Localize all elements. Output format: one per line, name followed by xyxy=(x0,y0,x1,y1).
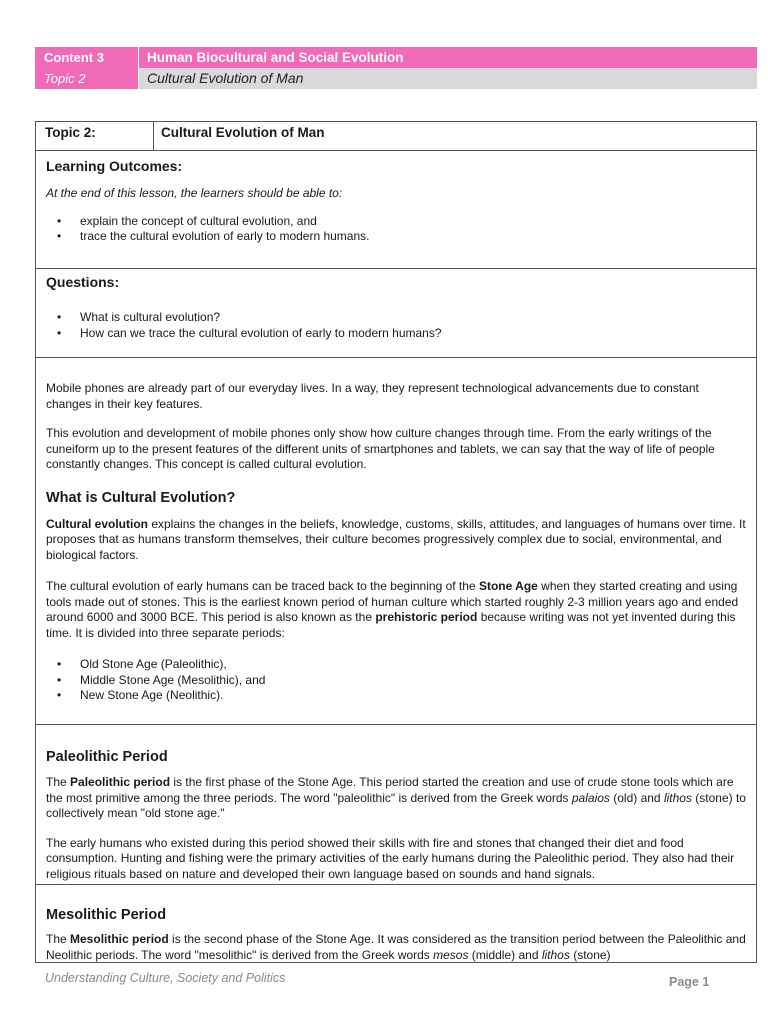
footer-page-number: Page 1 xyxy=(669,975,710,989)
paleolithic-heading: Paleolithic Period xyxy=(46,749,168,765)
mesolithic-paragraph-1: The Mesolithic period is the second phase of the Stone Age. It was considered as the transition period between the Paleolithic and Neolithic periods. The word "mesolithic" is derived from the Greek words mesos (middle) and lithos (stone) xyxy=(46,932,746,962)
list-item: • New Stone Age (Neolithic). xyxy=(80,688,746,704)
content-label: Content 3 xyxy=(44,50,104,65)
learning-outcomes-section xyxy=(35,151,757,269)
topic-title: Cultural Evolution of Man xyxy=(138,68,757,89)
cultural-evolution-section xyxy=(35,358,757,725)
learning-outcomes-list xyxy=(46,214,746,245)
paleolithic-section xyxy=(35,725,757,885)
paleolithic-paragraph-1: The Paleolithic period is the first phase of the Stone Age. This period started the creation and use of crude stone tools which are the most primitive among the three periods. The word "paleolithic" is derived from the Greek words palaios (old) and lithos (stone) to collectively mean "old stone age." xyxy=(46,775,746,820)
term-cultural-evolution: Cultural evolution xyxy=(46,516,148,531)
questions-section xyxy=(35,269,757,358)
list-item: • Old Stone Age (Paleolithic), xyxy=(80,657,746,673)
list-item: • trace the cultural evolution of early to modern humans. xyxy=(80,229,746,245)
paleolithic-paragraph-2: The early humans who existed during this period showed their skills with fire and stones that changed their diet and food consumption. Hunting and fishing were the primary activities of the early humans during the Paleolithic period. They also had their religious rituals based on nature and developed their own language based on sounds and hand signals. xyxy=(46,835,735,881)
list-item: • Middle Stone Age (Mesolithic), and xyxy=(80,673,746,689)
term-prehistoric-period: prehistoric period xyxy=(375,610,478,624)
term-stone-age: Stone Age xyxy=(478,579,538,593)
intro-paragraph-1: Mobile phones are already part of our everyday lives. In a way, they represent technological advancements due to constant changes in their key features. xyxy=(46,381,699,411)
page-bottom-rule xyxy=(35,962,757,963)
definition-paragraph: Cultural evolution explains the changes in the beliefs, knowledge, customs, skills, attitudes, and languages of humans over time. It proposes that as humans transform themselves, their culture becomes progressively complex due to social, environmental, and biological factors. xyxy=(46,516,746,562)
list-item: • explain the concept of cultural evolution, and xyxy=(80,214,746,230)
content-title: Human Biocultural and Social Evolution xyxy=(138,47,757,68)
footer-course-title: Understanding Culture, Society and Politics xyxy=(45,971,286,985)
learning-outcomes-intro: At the end of this lesson, the learners should be able to: xyxy=(46,186,343,200)
list-item: • What is cultural evolution? xyxy=(80,310,746,326)
topic-label: Topic 2 xyxy=(35,68,138,89)
periods-list xyxy=(46,657,746,704)
what-heading: What is Cultural Evolution? xyxy=(46,489,236,506)
stone-age-paragraph: The cultural evolution of early humans can be traced back to the beginning of the Stone Age when they started creating and using tools made out of stones. This is the earliest known period of human culture which started roughly 2-3 million years ago and ended around 6000 and 3000 BCE. This period is also known as the prehistoric period because writing was not yet invented during this time. It is divided into three separate periods: xyxy=(46,579,739,640)
content-header-row xyxy=(35,47,757,68)
topic-table-row xyxy=(35,121,757,151)
topic-value: Cultural Evolution of Man xyxy=(161,125,325,140)
topic-header-row xyxy=(35,68,757,89)
learning-outcomes-heading: Learning Outcomes: xyxy=(46,158,183,174)
questions-list xyxy=(46,310,746,341)
intro-paragraph-2: This evolution and development of mobile phones only show how culture changes through time. From the early writings of the cuneiform up to the present features of the different units of smartphones and tablets, we can say that the way of life of people constantly changes. This concept is called cultural evolution. xyxy=(46,426,715,471)
mesolithic-heading: Mesolithic Period xyxy=(46,907,167,923)
mesolithic-section xyxy=(35,885,757,962)
questions-heading: Questions: xyxy=(46,274,120,290)
topic-key: Topic 2: xyxy=(36,122,154,150)
list-item: • How can we trace the cultural evolution of early to modern humans? xyxy=(80,326,746,342)
